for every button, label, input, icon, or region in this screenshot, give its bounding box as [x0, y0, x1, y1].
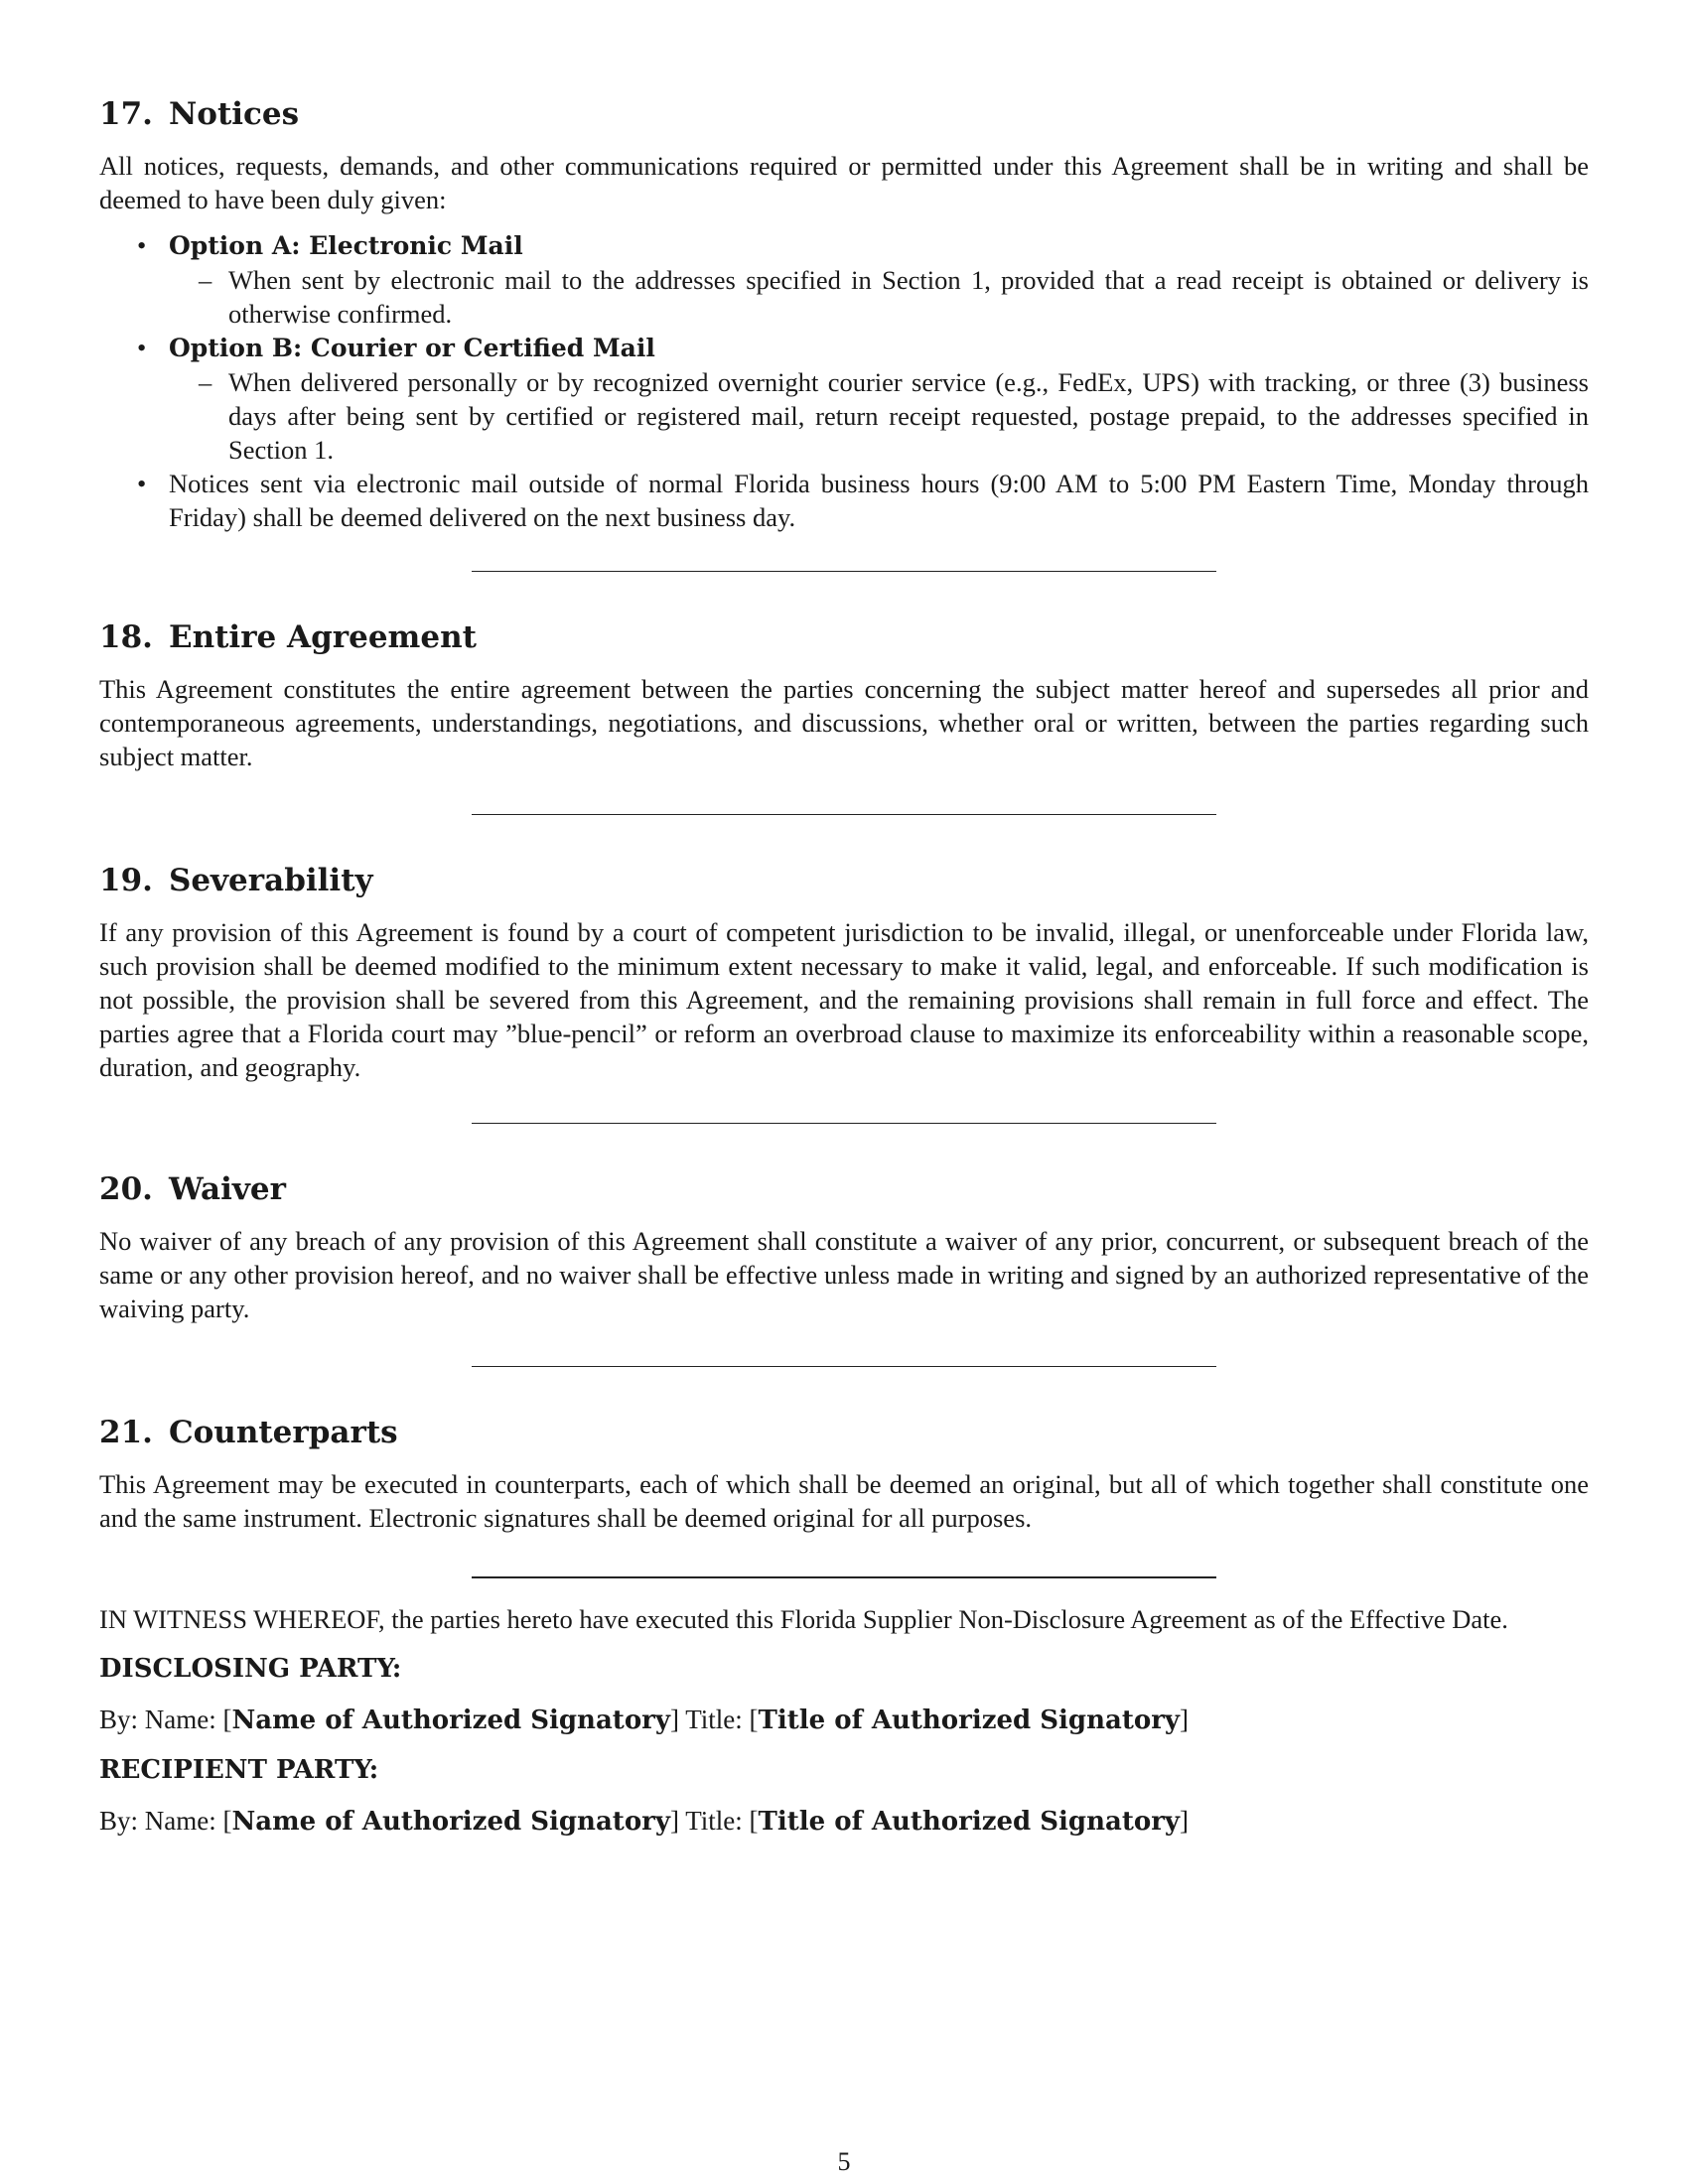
section-20-waiver: [99, 1169, 1589, 1325]
section-divider: [472, 1123, 1216, 1124]
option-a-text: – When sent by electronic mail to the addresses specified in Section 1, provided that a read receipt is obtained or delivery is otherwise confirmed.: [169, 263, 1589, 331]
recipient-party-label: RECIPIENT PARTY:: [99, 1755, 379, 1785]
section-21-counterparts: [99, 1413, 1589, 1535]
option-b-text: – When delivered personally or by recognized overnight courier service (e.g., FedEx, UPS) with tracking, or three (3) business days after being sent by certified or registered mail, return receipt requested, postage prepaid, to the addresses specified in Section 1.: [169, 365, 1589, 467]
name-placeholder: Name of Authorized Signatory: [231, 1706, 670, 1735]
option-a-title: Option A: Electronic Mail: [169, 231, 523, 260]
recipient-signature-line: By: Name: [Name of Authorized Signatory] Title: [Title of Authorized Signatory]: [99, 1806, 1189, 1837]
title-placeholder: Title of Authorized Signatory: [758, 1807, 1180, 1837]
section-20-text: No waiver of any breach of any provision of this Agreement shall constitute a waiver of any prior, concurrent, or subsequent breach of the same or any other provision hereof, and no waiver shall be effective unless made in writing and signed by an authorized representative of the waiving party.: [99, 1226, 1589, 1323]
section-19-severability: [99, 861, 1589, 1084]
section-19-heading: 19. Severability: [99, 863, 373, 898]
section-17-heading: 17. Notices: [99, 96, 300, 132]
section-17-intro: All notices, requests, demands, and other communications required or permitted under this Agreement shall be in writing and shall be deemed to have been duly given:: [99, 151, 1589, 214]
list-item: [99, 331, 1589, 467]
section-19-text: If any provision of this Agreement is found by a court of competent jurisdiction to be invalid, illegal, or unenforceable under Florida law, such provision shall be deemed modified to the minimum extent necessary to make it valid, legal, and enforceable. If such modification is not possible, the provision shall be severed from this Agreement, and the remaining provisions shall remain in full force and effect. The parties agree that a Florida court may ”blue-pencil” or reform an overbroad clause to maximize its enforceability within a reasonable scope, duration, and geography.: [99, 917, 1589, 1082]
disclosing-signature-line: By: Name: [Name of Authorized Signatory] Title: [Title of Authorized Signatory]: [99, 1705, 1189, 1735]
disclosing-party-label: DISCLOSING PARTY:: [99, 1654, 402, 1684]
list-item: • Notices sent via electronic mail outside of normal Florida business hours (9:00 AM to 5:00 PM Eastern Time, Monday through Friday) shall be deemed delivered on the next business day.: [99, 467, 1589, 534]
section-divider: [472, 1366, 1216, 1367]
section-18-entire-agreement: [99, 617, 1589, 773]
section-20-heading: 20. Waiver: [99, 1171, 286, 1207]
section-18-text: This Agreement constitutes the entire agreement between the parties concerning the subject matter hereof and supersedes all prior and contemporaneous agreements, understandings, negotiations, and discussions, whether oral or written, between the parties regarding such subject matter.: [99, 674, 1589, 771]
signature-block: [99, 1602, 1589, 1839]
witness-statement: IN WITNESS WHEREOF, the parties hereto have executed this Florida Supplier Non-Disclosure Agreement as of the Effective Date.: [99, 1604, 1508, 1634]
section-21-heading: 21. Counterparts: [99, 1415, 398, 1450]
option-b-title: Option B: Courier or Certified Mail: [169, 334, 655, 362]
title-placeholder: Title of Authorized Signatory: [758, 1706, 1180, 1735]
name-placeholder: Name of Authorized Signatory: [231, 1807, 670, 1837]
section-17-notices: [99, 94, 1589, 534]
notice-options-list: [99, 228, 1589, 534]
section-21-text: This Agreement may be executed in counterparts, each of which shall be deemed an original, but all of which together shall constitute one and the same instrument. Electronic signatures shall be deemed original for all purposes.: [99, 1469, 1589, 1533]
section-18-heading: 18. Entire Agreement: [99, 619, 477, 655]
list-item: [99, 228, 1589, 331]
section-divider: [472, 814, 1216, 815]
section-divider: [472, 571, 1216, 572]
page-number: 5: [837, 2147, 851, 2176]
section-divider: [472, 1576, 1216, 1578]
